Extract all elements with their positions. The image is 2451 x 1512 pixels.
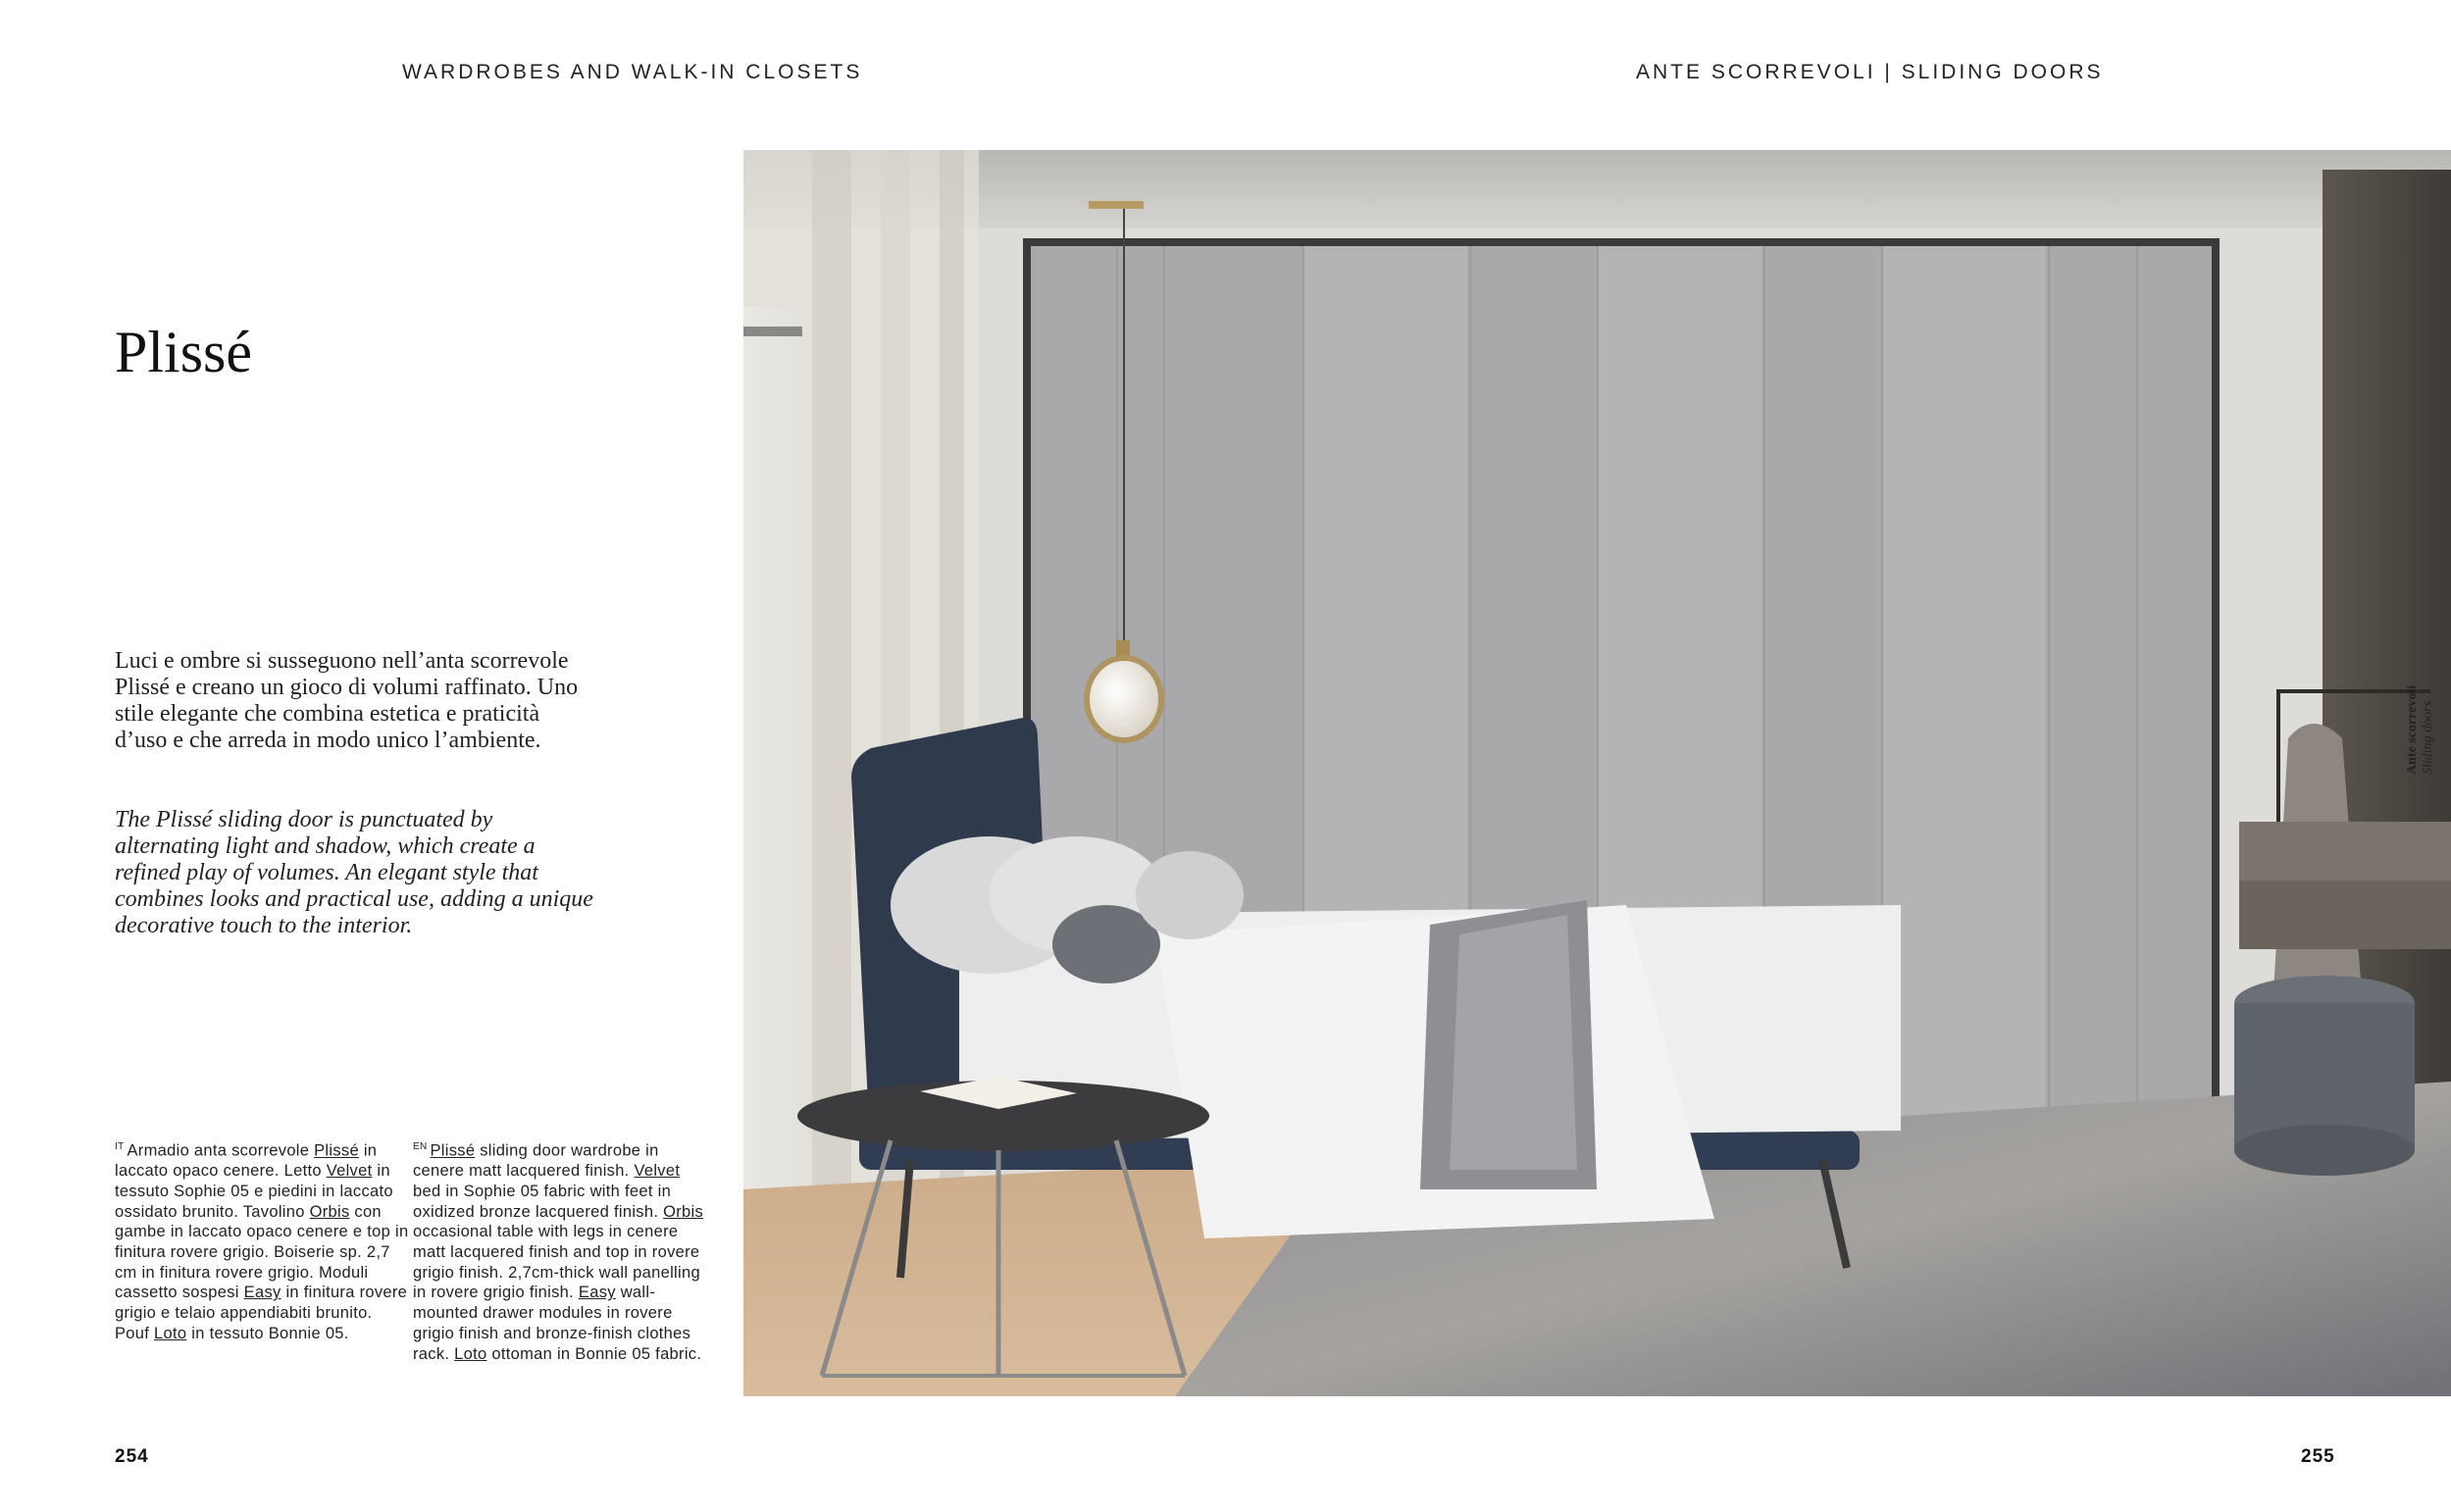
product-link-plisse[interactable]: Plissé xyxy=(430,1141,476,1160)
page-number-left: 254 xyxy=(115,1446,149,1467)
product-link-easy[interactable]: Easy xyxy=(243,1284,281,1302)
caption-text: ottoman in Bonnie 05 fabric. xyxy=(486,1344,702,1363)
product-link-orbis[interactable]: Orbis xyxy=(309,1202,350,1221)
product-link-easy[interactable]: Easy xyxy=(578,1284,616,1302)
product-link-plisse[interactable]: Plissé xyxy=(314,1141,359,1160)
caption-text: sliding door wardrobe in cenere matt lacquered finish. xyxy=(413,1141,659,1181)
lamp-canopy xyxy=(1089,201,1144,209)
language-tag-en: EN xyxy=(413,1141,428,1152)
product-link-loto[interactable]: Loto xyxy=(454,1344,487,1363)
side-label-english: Sliding doors xyxy=(2421,700,2435,775)
bedroom-photo xyxy=(743,150,2451,1396)
running-header-right: ANTE SCORREVOLI | SLIDING DOORS xyxy=(1636,61,2104,83)
caption-text: wall-mounted drawer modules in rovere grigio finish and bronze-finish clothes rack. xyxy=(413,1284,691,1363)
product-link-velvet[interactable]: Velvet xyxy=(326,1162,373,1181)
caption-text: occasional table with legs in cenere matt lacquered finish and top in rovere grigio finish. 2,7cm-thick wall panelling in rovere grigio finish. xyxy=(413,1223,700,1302)
side-label-italian: Ante scorrevoli xyxy=(2405,684,2420,775)
caption-text: bed in Sophie 05 fabric with feet in oxidized bronze lacquered finish. xyxy=(413,1182,672,1221)
page-number-right: 255 xyxy=(2301,1446,2335,1467)
product-link-orbis[interactable]: Orbis xyxy=(663,1202,704,1221)
caption-text: in laccato opaco cenere. Letto xyxy=(115,1141,378,1181)
intro-italian: Luci e ombre si susseguono nell’anta scorrevole Plissé e creano un gioco di volumi raffinato. Uno stile elegante che combina estetica e praticità d’uso e che arreda in modo unico l’ambiente. xyxy=(115,648,579,753)
product-link-velvet[interactable]: Velvet xyxy=(634,1162,681,1181)
page-title: Plissé xyxy=(115,320,253,384)
intro-english: The Plissé sliding door is punctuated by alternating light and shadow, which create a refined play of volumes. An elegant style that combines looks and practical use, adding a unique decorative touch to the interior. xyxy=(115,807,593,938)
language-tag-it: IT xyxy=(115,1141,125,1152)
caption-text: Armadio anta scorrevole xyxy=(127,1141,315,1160)
product-link-loto[interactable]: Loto xyxy=(154,1324,187,1342)
caption-english xyxy=(413,1137,707,1364)
running-header-left: WARDROBES AND WALK-IN CLOSETS xyxy=(402,61,863,83)
caption-text: in finitura rovere grigio e telaio appendiabiti brunito. Pouf xyxy=(115,1284,408,1342)
caption-italian xyxy=(115,1137,409,1344)
caption-text: in tessuto Sophie 05 e piedini in laccato ossidato brunito. Tavolino xyxy=(115,1162,393,1221)
caption-text: in tessuto Bonnie 05. xyxy=(186,1324,349,1342)
caption-text: con gambe in laccato opaco cenere e top in finitura rovere grigio. Boiserie sp. 2,7 cm in finitura rovere grigio. Moduli cassetto sospesi xyxy=(115,1202,409,1302)
vertical-section-label xyxy=(2399,667,2438,775)
